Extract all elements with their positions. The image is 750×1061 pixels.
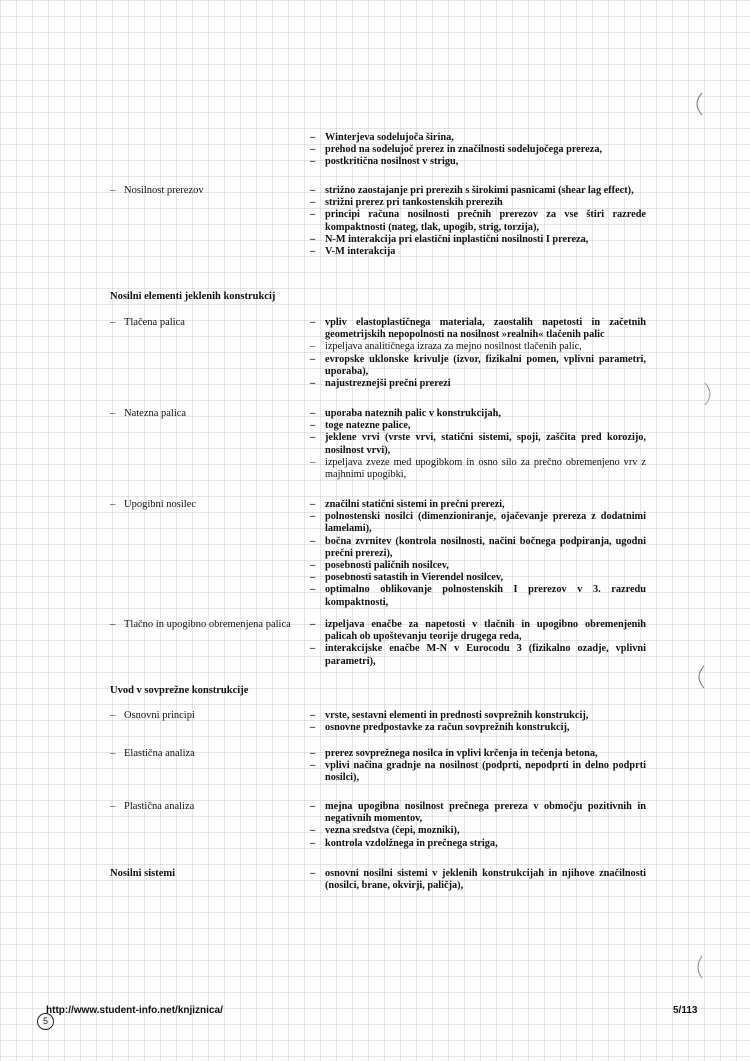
- list-item: – N-M interakcija pri elastični inplastični nosilnosti I prereza,: [308, 234, 646, 246]
- list-item: – vplivi načina gradnje na nosilnost (podprti, nepodprti in delno podprti nosilci),: [308, 760, 646, 784]
- tlacno-upogibno-list: [308, 619, 646, 668]
- section-heading-nosilni-sistemi: Nosilni sistemi: [110, 868, 176, 879]
- topic-tlacena-palica: – Tlačena palica: [110, 317, 185, 328]
- topic-plasticna-analiza: – Plastična analiza: [110, 801, 195, 812]
- page-number: 5/113: [673, 1005, 698, 1016]
- list-item: – vrste, sestavni elementi in prednosti sovprežnih konstrukcij,: [308, 710, 646, 722]
- list-item: – Winterjeva sodelujoča širina,: [308, 132, 646, 144]
- list-item: – evropske uklonske krivulje (izvor, fizikalni pomen, vplivni parametri, uporaba),: [308, 354, 646, 378]
- list-item: – vpliv elastoplastičnega materiala, zaostalih napetosti in začetnih geometrijskih nepopolnosti na nosilnost »realnih« tlačenih palic: [308, 317, 646, 341]
- list-item: – V-M interakcija: [308, 246, 646, 258]
- upogibni-nosilec-list: [308, 499, 646, 609]
- topic-tlacno-upogibno: – Tlačno in upogibno obremenjena palica: [110, 619, 291, 630]
- list-item: – postkritična nosilnost v strigu,: [308, 156, 646, 168]
- nosilnost-prerezov-list: [308, 185, 646, 258]
- natezna-palica-list: [308, 408, 646, 481]
- binder-hole-icon: [690, 92, 704, 116]
- elasticna-analiza-list: [308, 748, 646, 785]
- list-item: – principi računa nosilnosti prečnih prerezov za vse štiri razrede kompaktnosti (nateg, tlak, upogib, strig, torzija),: [308, 209, 646, 233]
- topic-natezna-palica: – Natezna palica: [110, 408, 187, 419]
- topic-upogibni-nosilec: – Upogibni nosilec: [110, 499, 197, 510]
- nosilni-sistemi-list: [308, 868, 646, 892]
- list-item: – kontrola vzdolžnega in prečnega striga,: [308, 838, 646, 850]
- osnovni-principi-list: [308, 710, 646, 734]
- list-item: – izpeljava enačbe za napetosti v tlačnih in upogibno obremenjenih palicah ob upoštevanju teorije drugega reda,: [308, 619, 646, 643]
- tlacena-palica-list: [308, 317, 646, 390]
- list-item: – osnovne predpostavke za račun sovprežnih konstrukcij,: [308, 722, 646, 734]
- plasticna-analiza-list: [308, 801, 646, 850]
- list-item: – izpeljava zveze med upogibkom in osno silo za prečno obremenjeno vrv z majhnimi upogibki,: [308, 457, 646, 481]
- binder-hole-icon: [690, 955, 704, 979]
- binder-hole-icon: [692, 665, 706, 689]
- list-item: – strižni prerez pri tankostenskih prerezih: [308, 197, 646, 209]
- topic-elasticna-analiza: – Elastična analiza: [110, 748, 195, 759]
- binder-hole-icon: [703, 382, 717, 406]
- list-item: – posebnosti satastih in Vierendel nosilcev,: [308, 572, 646, 584]
- footer-url-link[interactable]: http://www.student-info.net/knjiznica/: [46, 1005, 223, 1016]
- list-item: – uporaba nateznih palic v konstrukcijah,: [308, 408, 646, 420]
- list-item: – strižno zaostajanje pri prerezih s širokimi pasnicami (shear lag effect),: [308, 185, 646, 197]
- section-heading-nosilni-elementi: Nosilni elementi jeklenih konstrukcij: [110, 291, 276, 302]
- list-item: – izpeljava analitičnega izraza za mejno nosilnost tlačenih palic,: [308, 341, 646, 353]
- list-item: – vezna sredstva (čepi, mozniki),: [308, 825, 646, 837]
- list-item: – mejna upogibna nosilnost prečnega prereza v območju pozitivnih in negativnih momentov,: [308, 801, 646, 825]
- list-item: – najustreznejši prečni prerezi: [308, 378, 646, 390]
- list-item: – osnovni nosilni sistemi v jeklenih konstrukcijah in njihove značilnosti (nosilci, brane, okvirji, paličja),: [308, 868, 646, 892]
- list-item: – jeklene vrvi (vrste vrvi, statični sistemi, spoji, zaščita pred korozijo, nosilnost vrvi),: [308, 432, 646, 456]
- list-item: – posebnosti paličnih nosilcev,: [308, 560, 646, 572]
- list-item: – toge natezne palice,: [308, 420, 646, 432]
- list-item: – interakcijske enačbe M-N v Eurocodu 3 (fizikalno ozadje, vplivni parametri),: [308, 643, 646, 667]
- intro-list: [308, 132, 646, 169]
- list-item: – prerez sovprežnega nosilca in vplivi krčenja in tečenja betona,: [308, 748, 646, 760]
- topic-osnovni-principi: – Osnovni principi: [110, 710, 195, 721]
- section-heading-sovprezne: Uvod v sovprežne konstrukcije: [110, 685, 249, 696]
- list-item: – polnostenski nosilci (dimenzioniranje, ojačevanje prereza z dodatnimi lamelami),: [308, 511, 646, 535]
- list-item: – značilni statični sistemi in prečni prerezi,: [308, 499, 646, 511]
- list-item: – prehod na sodelujoč prerez in značilnosti sodelujočega prereza,: [308, 144, 646, 156]
- topic-nosilnost-prerezov: – Nosilnost prerezov: [110, 185, 204, 196]
- list-item: – bočna zvrnitev (kontrola nosilnosti, načini bočnega podpiranja, ugodni prečni prerezi),: [308, 536, 646, 560]
- page-stamp-icon: 5: [37, 1013, 54, 1030]
- list-item: – optimalno oblikovanje polnostenskih I prerezov v 3. razredu kompaktnosti,: [308, 584, 646, 608]
